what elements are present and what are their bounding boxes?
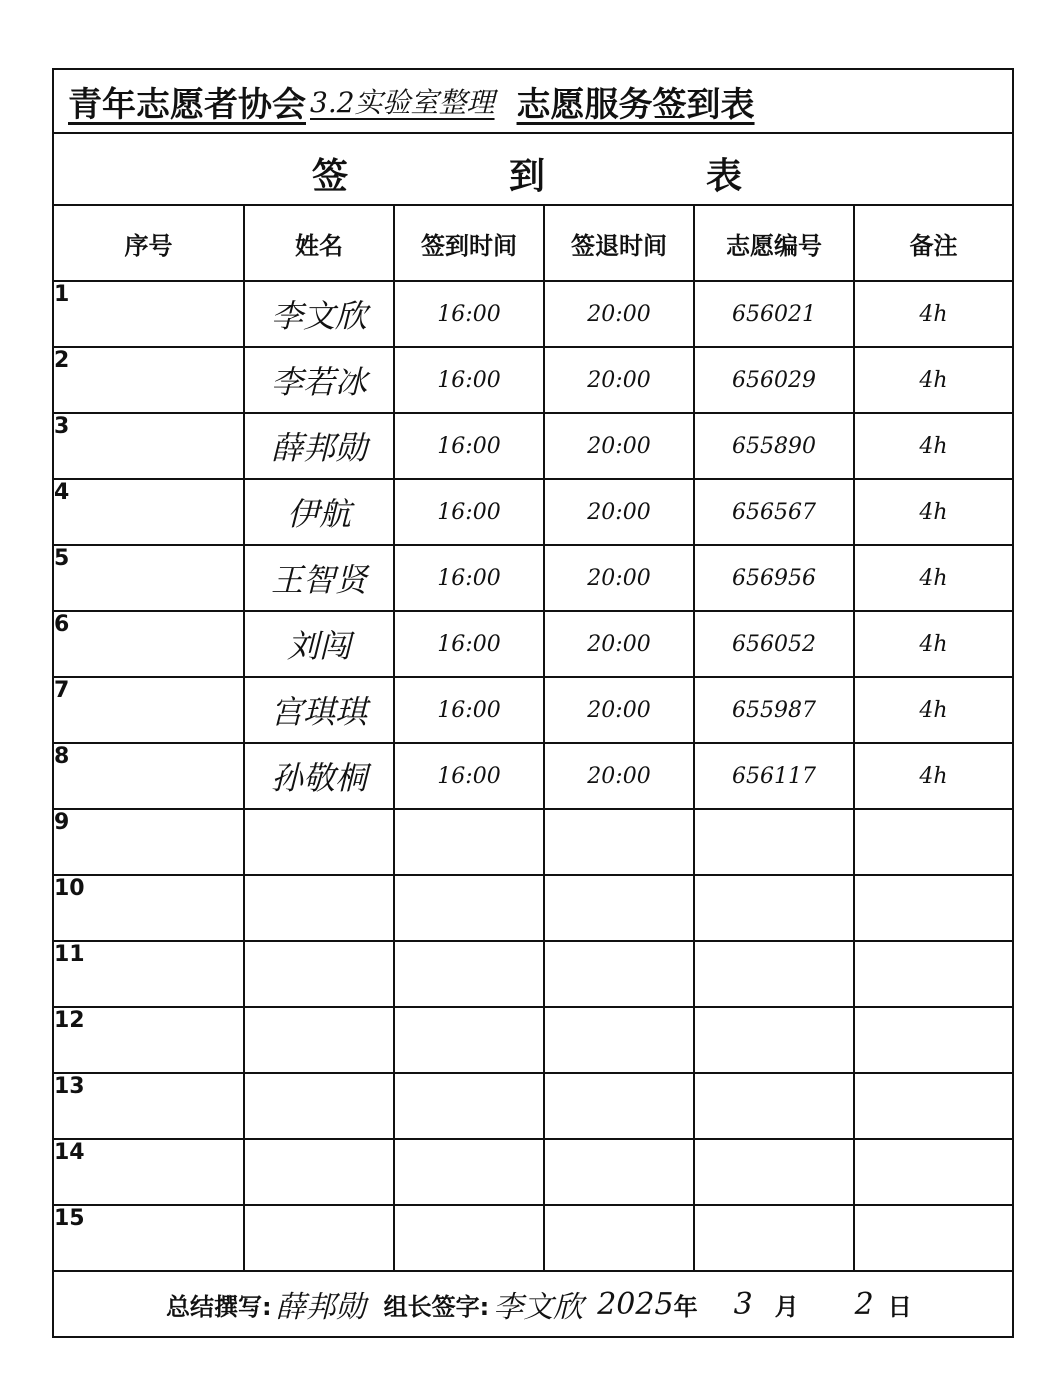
row-name: 李文欣	[244, 281, 394, 347]
row-sign-out-time: 20:00	[544, 347, 694, 413]
row-remark: 4h	[854, 611, 1012, 677]
col-header-volunteer-id: 志愿编号	[694, 205, 854, 281]
row-volunteer-id: 656021	[694, 281, 854, 347]
leader-signature: 李文欣	[493, 1290, 584, 1325]
event-name: 3.2实验室整理	[310, 86, 495, 119]
col-header-sign-in-time: 签到时间	[394, 205, 544, 281]
date-year-label: 年	[673, 1292, 698, 1321]
row-sign-out-time	[544, 875, 694, 941]
row-sign-out-time: 20:00	[544, 281, 694, 347]
row-remark	[854, 1139, 1012, 1205]
row-index: 13	[54, 1073, 244, 1139]
row-sign-in-time	[394, 1139, 544, 1205]
date-month: 3	[733, 1286, 753, 1322]
row-volunteer-id: 656117	[694, 743, 854, 809]
date-year: 2025	[597, 1286, 674, 1322]
col-header-index: 序号	[54, 205, 244, 281]
row-volunteer-id	[694, 875, 854, 941]
row-name	[244, 1139, 394, 1205]
row-sign-in-time: 16:00	[394, 281, 544, 347]
sign-in-table	[54, 204, 1012, 1272]
row-sign-in-time: 16:00	[394, 611, 544, 677]
row-index: 14	[54, 1139, 244, 1205]
row-volunteer-id: 656052	[694, 611, 854, 677]
row-volunteer-id: 656567	[694, 479, 854, 545]
table-row	[54, 611, 1012, 677]
row-index: 2	[54, 347, 244, 413]
row-remark	[854, 809, 1012, 875]
header-row	[54, 205, 1012, 281]
form-name: 志愿服务签到表	[516, 84, 755, 125]
table-row	[54, 479, 1012, 545]
row-name	[244, 941, 394, 1007]
row-remark: 4h	[854, 677, 1012, 743]
table-row	[54, 413, 1012, 479]
row-sign-in-time: 16:00	[394, 479, 544, 545]
row-sign-in-time	[394, 1205, 544, 1271]
row-index: 12	[54, 1007, 244, 1073]
row-index: 3	[54, 413, 244, 479]
row-remark	[854, 941, 1012, 1007]
row-sign-out-time: 20:00	[544, 479, 694, 545]
row-name: 伊航	[244, 479, 394, 545]
row-sign-in-time	[394, 875, 544, 941]
row-sign-out-time	[544, 1139, 694, 1205]
row-volunteer-id	[694, 1205, 854, 1271]
row-volunteer-id: 655987	[694, 677, 854, 743]
row-sign-in-time: 16:00	[394, 347, 544, 413]
row-volunteer-id	[694, 1139, 854, 1205]
row-index: 15	[54, 1205, 244, 1271]
row-volunteer-id	[694, 1007, 854, 1073]
row-sign-in-time: 16:00	[394, 743, 544, 809]
row-volunteer-id	[694, 1073, 854, 1139]
form-title	[54, 70, 1012, 134]
row-index: 5	[54, 545, 244, 611]
row-sign-in-time	[394, 1007, 544, 1073]
row-remark: 4h	[854, 347, 1012, 413]
row-remark	[854, 875, 1012, 941]
row-name	[244, 875, 394, 941]
banner-char: 到	[509, 156, 546, 197]
row-sign-out-time: 20:00	[544, 677, 694, 743]
table-row	[54, 941, 1012, 1007]
table-row	[54, 281, 1012, 347]
row-remark: 4h	[854, 413, 1012, 479]
date-month-label: 月	[774, 1292, 799, 1321]
row-sign-out-time	[544, 1073, 694, 1139]
row-index: 8	[54, 743, 244, 809]
leader-signature-label: 组长签字:	[383, 1292, 490, 1321]
table-row	[54, 677, 1012, 743]
row-sign-out-time: 20:00	[544, 743, 694, 809]
row-volunteer-id: 656029	[694, 347, 854, 413]
col-header-name: 姓名	[244, 205, 394, 281]
banner-char: 签	[312, 156, 349, 197]
row-index: 9	[54, 809, 244, 875]
footer	[54, 1270, 1012, 1336]
row-name	[244, 1205, 394, 1271]
row-name: 薛邦勋	[244, 413, 394, 479]
row-index: 4	[54, 479, 244, 545]
row-sign-out-time: 20:00	[544, 611, 694, 677]
banner-char: 表	[706, 156, 743, 197]
row-sign-out-time	[544, 809, 694, 875]
table-row	[54, 1007, 1012, 1073]
row-name: 王智贤	[244, 545, 394, 611]
row-remark	[854, 1073, 1012, 1139]
row-sign-out-time	[544, 1205, 694, 1271]
row-sign-in-time: 16:00	[394, 677, 544, 743]
row-sign-in-time: 16:00	[394, 413, 544, 479]
row-volunteer-id: 656956	[694, 545, 854, 611]
row-index: 1	[54, 281, 244, 347]
table-row	[54, 875, 1012, 941]
row-remark	[854, 1007, 1012, 1073]
summary-writer-signature: 薛邦勋	[275, 1290, 366, 1325]
row-sign-in-time	[394, 1073, 544, 1139]
row-index: 10	[54, 875, 244, 941]
table-row	[54, 347, 1012, 413]
table-row	[54, 743, 1012, 809]
table-row	[54, 809, 1012, 875]
row-index: 7	[54, 677, 244, 743]
row-name	[244, 1007, 394, 1073]
row-name: 孙敬桐	[244, 743, 394, 809]
col-header-remark: 备注	[854, 205, 1012, 281]
table-row	[54, 545, 1012, 611]
row-sign-out-time: 20:00	[544, 545, 694, 611]
row-name: 刘闯	[244, 611, 394, 677]
table-row	[54, 1073, 1012, 1139]
row-name: 李若冰	[244, 347, 394, 413]
row-name: 宫琪琪	[244, 677, 394, 743]
row-sign-out-time	[544, 1007, 694, 1073]
date-day: 2	[854, 1286, 874, 1322]
row-remark: 4h	[854, 743, 1012, 809]
row-remark: 4h	[854, 545, 1012, 611]
sign-in-banner	[54, 132, 1012, 206]
date-day-label: 日	[887, 1292, 912, 1321]
summary-writer-label: 总结撰写:	[166, 1292, 272, 1321]
col-header-sign-out-time: 签退时间	[544, 205, 694, 281]
table-row	[54, 1139, 1012, 1205]
row-remark: 4h	[854, 281, 1012, 347]
row-sign-in-time	[394, 941, 544, 1007]
row-volunteer-id	[694, 941, 854, 1007]
row-volunteer-id: 655890	[694, 413, 854, 479]
row-sign-in-time	[394, 809, 544, 875]
row-index: 6	[54, 611, 244, 677]
row-remark	[854, 1205, 1012, 1271]
row-name	[244, 809, 394, 875]
row-name	[244, 1073, 394, 1139]
row-index: 11	[54, 941, 244, 1007]
sign-in-sheet	[52, 68, 1014, 1338]
table-row	[54, 1205, 1012, 1271]
org-name: 青年志愿者协会	[68, 84, 306, 125]
row-remark: 4h	[854, 479, 1012, 545]
row-volunteer-id	[694, 809, 854, 875]
row-sign-out-time: 20:00	[544, 413, 694, 479]
row-sign-out-time	[544, 941, 694, 1007]
row-sign-in-time: 16:00	[394, 545, 544, 611]
